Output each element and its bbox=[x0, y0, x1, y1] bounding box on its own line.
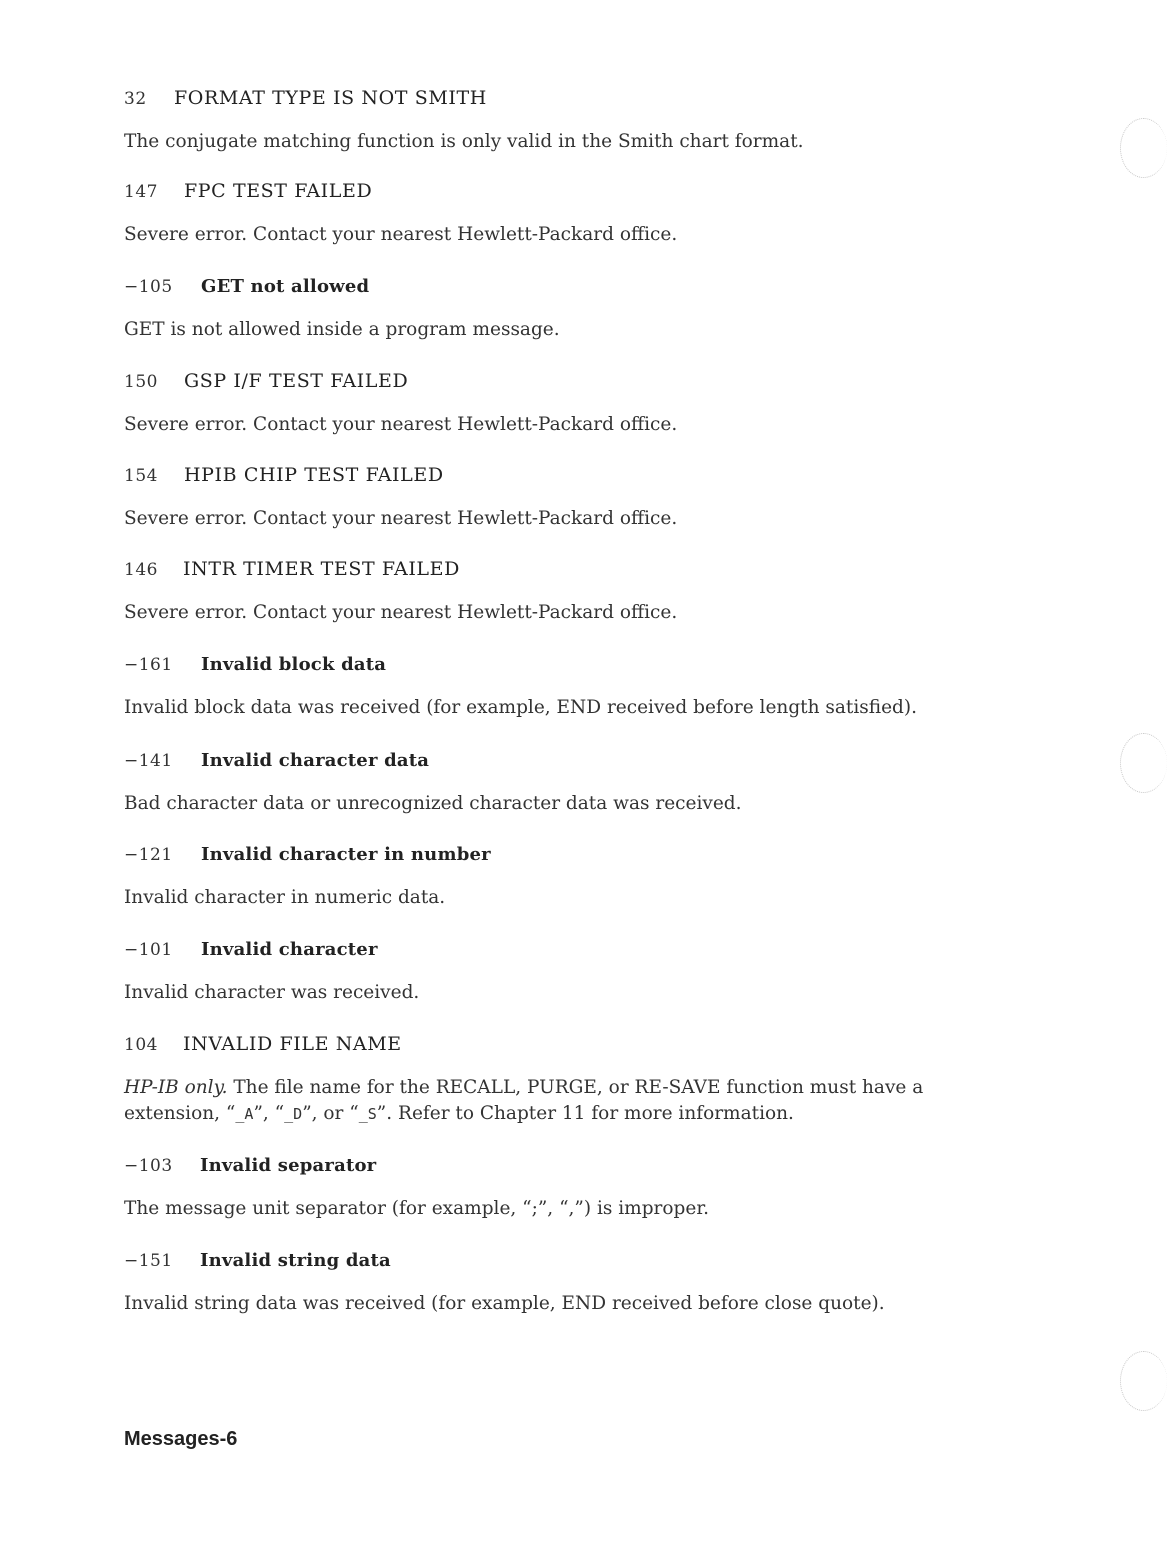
error-title: HPIB CHIP TEST FAILED bbox=[184, 464, 444, 486]
message-entry bbox=[124, 1032, 1024, 1127]
error-description: Severe error. Contact your nearest Hewlett-Packard office. bbox=[124, 508, 678, 529]
error-description: GET is not allowed inside a program message. bbox=[124, 319, 560, 340]
error-code: 150 bbox=[124, 372, 158, 392]
entry-heading bbox=[124, 937, 1024, 962]
error-description: Bad character data or unrecognized character data was received. bbox=[124, 793, 742, 814]
punch-hole-mark bbox=[1120, 118, 1167, 178]
message-entry bbox=[124, 652, 1024, 721]
entry-heading bbox=[124, 557, 1024, 582]
error-description: Invalid block data was received (for example, END received before length satisfied). bbox=[124, 697, 917, 718]
message-entry bbox=[124, 842, 1024, 911]
entry-heading bbox=[124, 86, 1024, 111]
error-code: −105 bbox=[124, 277, 173, 297]
error-title: Invalid character bbox=[201, 939, 378, 960]
error-title: Invalid string data bbox=[200, 1250, 391, 1271]
separator-1: ”, “ bbox=[253, 1103, 285, 1124]
message-entry bbox=[124, 937, 1024, 1006]
error-code: −161 bbox=[124, 655, 173, 675]
page-footer: Messages-6 bbox=[124, 1428, 238, 1450]
entry-heading bbox=[124, 1032, 1024, 1057]
error-code: −141 bbox=[124, 751, 173, 771]
error-title: INTR TIMER TEST FAILED bbox=[183, 558, 460, 580]
error-code: −103 bbox=[124, 1156, 173, 1176]
message-entry bbox=[124, 748, 1024, 817]
error-title: INVALID FILE NAME bbox=[183, 1033, 402, 1055]
message-entry bbox=[124, 369, 1024, 438]
description-line-2-prefix: extension, “ bbox=[124, 1103, 236, 1124]
error-title: Invalid separator bbox=[200, 1155, 377, 1176]
punch-hole-mark bbox=[1120, 733, 1167, 793]
error-description: Invalid character in numeric data. bbox=[124, 887, 446, 908]
extension-a: _A bbox=[235, 1105, 254, 1123]
error-code: 32 bbox=[124, 89, 147, 109]
error-code: 104 bbox=[124, 1035, 158, 1055]
message-entry bbox=[124, 86, 1024, 155]
error-title: FPC TEST FAILED bbox=[184, 180, 373, 202]
error-code: −101 bbox=[124, 940, 173, 960]
error-description: Severe error. Contact your nearest Hewlett-Packard office. bbox=[124, 414, 678, 435]
error-title: Invalid character in number bbox=[201, 844, 491, 865]
error-description bbox=[124, 1075, 1024, 1127]
entry-heading bbox=[124, 369, 1024, 394]
error-title: FORMAT TYPE IS NOT SMITH bbox=[174, 87, 487, 109]
entry-heading bbox=[124, 179, 1024, 204]
error-description: Severe error. Contact your nearest Hewlett-Packard office. bbox=[124, 224, 678, 245]
message-entry bbox=[124, 1153, 1024, 1222]
error-description: The message unit separator (for example, “;”, “,”) is improper. bbox=[124, 1198, 710, 1219]
error-code: 146 bbox=[124, 560, 158, 580]
error-title: GSP I/F TEST FAILED bbox=[184, 370, 409, 392]
hpib-only-note: HP-IB only. bbox=[124, 1077, 228, 1098]
entry-heading bbox=[124, 652, 1024, 677]
separator-2: ”, or “ bbox=[302, 1103, 359, 1124]
punch-hole-mark bbox=[1120, 1351, 1167, 1411]
error-description: Invalid string data was received (for example, END received before close quote). bbox=[124, 1293, 885, 1314]
entry-heading bbox=[124, 274, 1024, 299]
entry-heading bbox=[124, 463, 1024, 488]
error-description: Invalid character was received. bbox=[124, 982, 420, 1003]
error-description: Severe error. Contact your nearest Hewlett-Packard office. bbox=[124, 602, 678, 623]
message-entry bbox=[124, 179, 1024, 248]
entry-heading bbox=[124, 1248, 1024, 1273]
error-code: 154 bbox=[124, 466, 158, 486]
error-code: −151 bbox=[124, 1251, 173, 1271]
description-line-1: The file name for the RECALL, PURGE, or RE-SAVE function must have a bbox=[233, 1077, 924, 1098]
message-entry bbox=[124, 1248, 1024, 1317]
message-entry bbox=[124, 557, 1024, 626]
entry-heading bbox=[124, 1153, 1024, 1178]
extension-s: _S bbox=[358, 1105, 377, 1123]
entry-heading bbox=[124, 748, 1024, 773]
message-entry bbox=[124, 274, 1024, 343]
error-title: Invalid block data bbox=[201, 654, 387, 675]
error-title: GET not allowed bbox=[201, 276, 370, 297]
error-code: 147 bbox=[124, 182, 158, 202]
error-title: Invalid character data bbox=[201, 750, 430, 771]
error-description: The conjugate matching function is only valid in the Smith chart format. bbox=[124, 131, 804, 152]
entry-heading bbox=[124, 842, 1024, 867]
description-line-2-suffix: ”. Refer to Chapter 11 for more information. bbox=[376, 1103, 794, 1124]
message-entry bbox=[124, 463, 1024, 532]
error-code: −121 bbox=[124, 845, 173, 865]
extension-d: _D bbox=[284, 1105, 303, 1123]
